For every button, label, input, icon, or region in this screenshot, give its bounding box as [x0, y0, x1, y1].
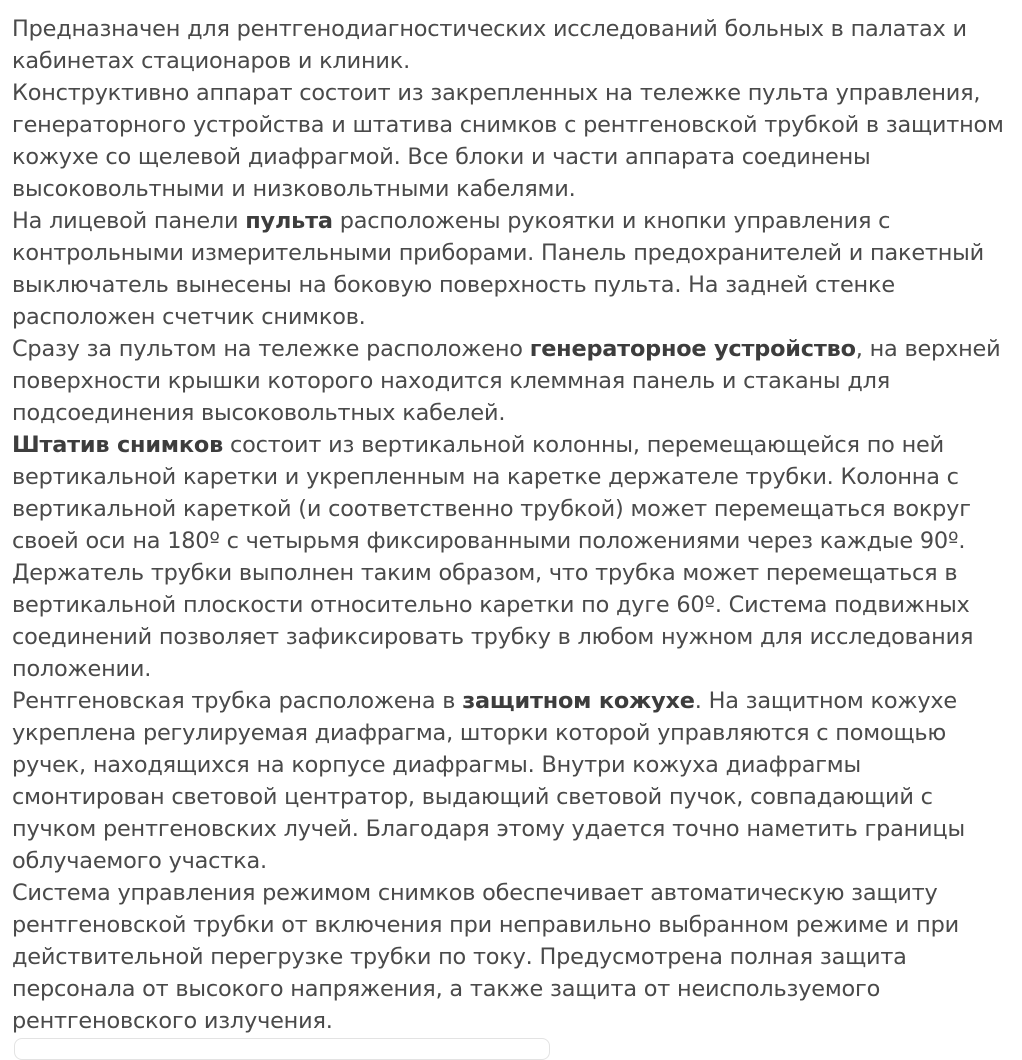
text-run: Рентгеновская трубка расположена в: [12, 688, 463, 714]
paragraph-stand: [12, 429, 1012, 685]
text-run: На лицевой панели: [12, 208, 246, 234]
article-body: [12, 13, 1012, 1037]
text-run: , на верхней поверхности крышки которого находится клеммная панель и стаканы для подсоединения высоковольтных кабелей.: [12, 336, 1001, 426]
term-control-panel: пульта: [245, 208, 333, 234]
term-housing: защитном кожухе: [462, 688, 695, 714]
text-run: Сразу за пультом на тележке расположено: [12, 336, 530, 362]
paragraph-housing: [12, 685, 1012, 877]
text-run: . На защитном кожухе укреплена регулируемая диафрагма, шторки которой управляются с помощью ручек, находящихся на корпусе диафрагмы. Внутри кожуха диафрагмы смонтирован световой центратор, выдающий световой пучок, совпадающий с пучком рентгеновских лучей. Благодаря этому удается точно наметить границы облучаемого участка.: [12, 688, 965, 874]
text-run: состоит из вертикальной колонны, перемещающейся по ней вертикальной каретки и укрепленным на каретке держателе трубки. Колонна с вертикальной кареткой (и соответственно трубкой) может перемещаться вокруг своей оси на 180º с четырьмя фиксированными положениями через каждые 90º. Держатель трубки выполнен таким образом, что трубка может перемещаться в вертикальной плоскости относительно каретки по дуге 60º. Система подвижных соединений позволяет зафиксировать трубку в любом нужном для исследования положении.: [12, 432, 974, 682]
term-generator: генераторное устройство: [529, 336, 856, 362]
paragraph-construction: Конструктивно аппарат состоит из закрепленных на тележке пульта управления, генераторного устройства и штатива снимков с рентгеновской трубкой в защитном кожухе со щелевой диафрагмой. Все блоки и части аппарата соединены высоковольтными и низковольтными кабелями.: [12, 80, 1004, 202]
paragraph-control-panel: [12, 205, 1012, 333]
paragraph-protection: Система управления режимом снимков обеспечивает автоматическую защиту рентгеновской трубки от включения при неправильно выбранном режиме и при действительной перегрузке трубки по току. Предусмотрена полная защита персонала от высокого напряжения, а также защита от неиспользуемого рентгеновского излучения.: [12, 880, 959, 1034]
term-stand: Штатив снимков: [12, 432, 224, 458]
next-card-edge: [14, 1038, 550, 1060]
paragraph-generator: [12, 333, 1012, 429]
text-run: расположены рукоятки и кнопки управления с контрольными измерительными приборами. Панель предохранителей и пакетный выключатель вынесены на боковую поверхность пульта. На задней стенке расположен счетчик снимков.: [12, 208, 985, 330]
paragraph-purpose: Предназначен для рентгенодиагностических исследований больных в палатах и кабинетах стационаров и клиник.: [12, 16, 967, 74]
